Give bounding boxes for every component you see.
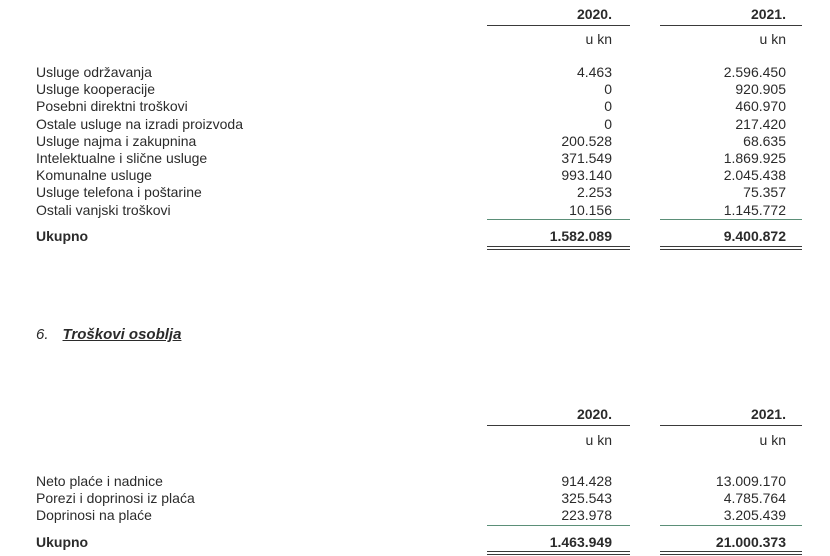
row-value-2021: 2.596.450	[723, 64, 786, 80]
row-value-2021: 3.205.439	[723, 507, 786, 523]
section-heading	[36, 326, 181, 343]
row-label: Intelektualne i slične usluge	[36, 150, 208, 166]
row-value-2020: 371.549	[561, 150, 612, 166]
table-row	[0, 167, 830, 184]
table2-subtotal-rule-2021	[660, 525, 802, 526]
table2-total-double-rule-2021	[660, 551, 802, 555]
table-row	[0, 507, 830, 524]
row-value-2020: 2.253	[576, 184, 612, 200]
row-label: Usluge najma i zakupnina	[36, 133, 197, 149]
table-row	[0, 64, 830, 81]
table1-header-rule-2020	[487, 25, 630, 26]
total-label: Ukupno	[36, 534, 89, 550]
total-value-2021: 9.400.872	[723, 228, 786, 244]
row-value-2020: 200.528	[561, 133, 612, 149]
row-value-2020: 914.428	[561, 473, 612, 489]
row-value-2020: 0	[604, 81, 612, 97]
row-label: Neto plaće i nadnice	[36, 473, 163, 489]
row-value-2021: 217.420	[735, 116, 786, 132]
total-value-2021: 21.000.373	[715, 534, 786, 550]
row-label: Komunalne usluge	[36, 167, 152, 183]
table2-total-double-rule-2020	[487, 551, 630, 555]
table2-unit-2020: u kn	[585, 432, 612, 448]
row-label: Usluge kooperacije	[36, 81, 156, 97]
table-row	[0, 81, 830, 98]
table1-total-double-rule-2020	[487, 246, 630, 250]
row-value-2020: 993.140	[561, 167, 612, 183]
row-value-2021: 4.785.764	[723, 490, 786, 506]
row-value-2021: 2.045.438	[723, 167, 786, 183]
table1-unit-2020: u kn	[585, 31, 612, 47]
table1-total-double-rule-2021	[660, 246, 802, 250]
row-value-2020: 4.463	[576, 64, 612, 80]
row-value-2021: 1.869.925	[723, 150, 786, 166]
row-label: Ostali vanjski troškovi	[36, 202, 171, 218]
table2-header-2020: 2020.	[576, 406, 612, 422]
row-value-2020: 10.156	[569, 202, 612, 218]
row-value-2021: 1.145.772	[723, 202, 786, 218]
table-row	[0, 98, 830, 115]
row-value-2020: 223.978	[561, 507, 612, 523]
table1-total-row	[0, 228, 830, 245]
total-label: Ukupno	[36, 228, 89, 244]
table1-subtotal-rule-2020	[487, 219, 630, 220]
row-label: Doprinosi na plaće	[36, 507, 152, 523]
table-row	[0, 473, 830, 490]
total-value-2020: 1.463.949	[549, 534, 612, 550]
table1-header-2020: 2020.	[576, 6, 612, 22]
row-label: Porezi i doprinosi iz plaća	[36, 490, 195, 506]
table1-header-rule-2021	[660, 25, 802, 26]
table1-unit-2021: u kn	[759, 31, 786, 47]
table2-total-row	[0, 534, 830, 551]
row-label: Posebni direktni troškovi	[36, 98, 188, 114]
row-value-2020: 0	[604, 98, 612, 114]
row-value-2021: 75.357	[743, 184, 786, 200]
row-value-2021: 13.009.170	[715, 473, 786, 489]
row-value-2020: 0	[604, 116, 612, 132]
row-value-2021: 460.970	[735, 98, 786, 114]
table-row	[0, 184, 830, 201]
row-label: Ostale usluge na izradi proizvoda	[36, 116, 244, 132]
table-row	[0, 150, 830, 167]
total-value-2020: 1.582.089	[549, 228, 612, 244]
row-value-2021: 920.905	[735, 81, 786, 97]
section-number: 6.	[36, 326, 49, 343]
table2-header-rule-2020	[487, 425, 630, 426]
table1-subtotal-rule-2021	[660, 219, 802, 220]
table2-header-2021: 2021.	[750, 406, 786, 422]
row-value-2020: 325.543	[561, 490, 612, 506]
table2-header-rule-2021	[660, 425, 802, 426]
row-label: Usluge održavanja	[36, 64, 152, 80]
section-title: Troškovi osoblja	[62, 326, 182, 343]
table2-subtotal-rule-2020	[487, 525, 630, 526]
row-value-2021: 68.635	[743, 133, 786, 149]
table-row	[0, 116, 830, 133]
table-row	[0, 490, 830, 507]
table2-unit-2021: u kn	[759, 432, 786, 448]
row-label: Usluge telefona i poštarine	[36, 184, 202, 200]
table1-header-2021: 2021.	[750, 6, 786, 22]
table-row	[0, 133, 830, 150]
table-row	[0, 202, 830, 219]
